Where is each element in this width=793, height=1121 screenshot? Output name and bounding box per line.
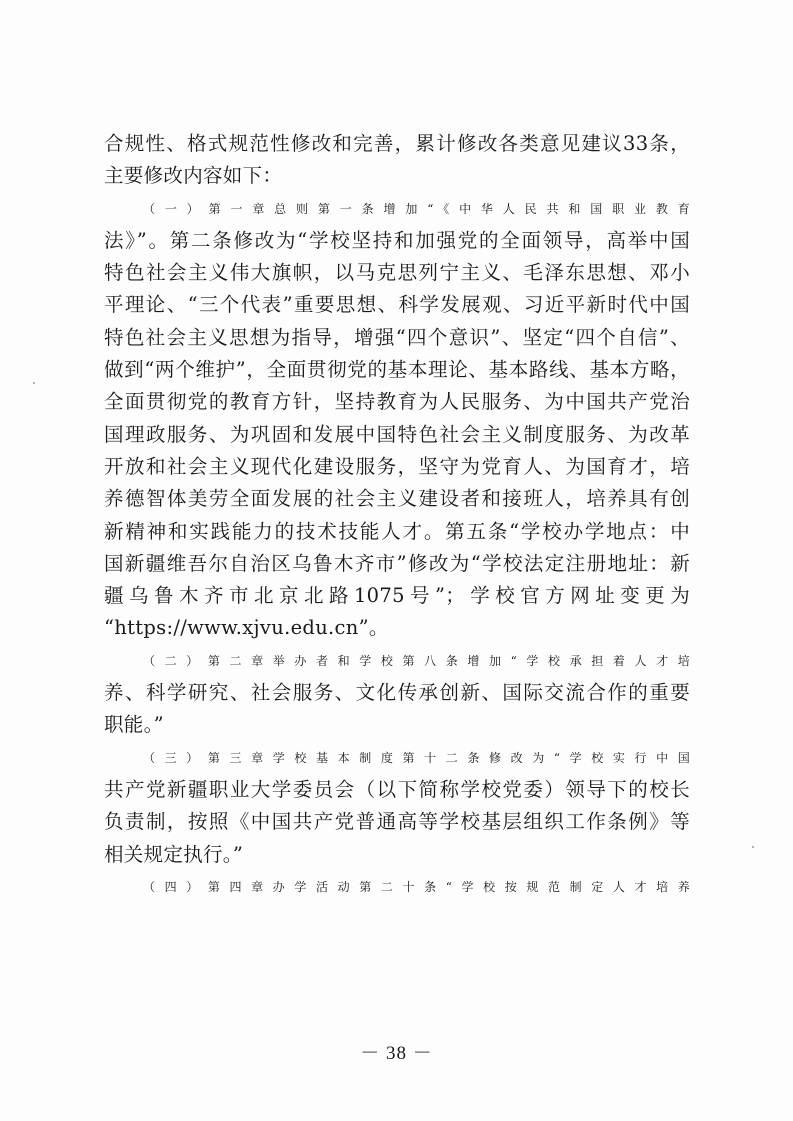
- text-line: （四）第四章办学活动第二十条“学校按规范制定人才培养: [143, 879, 690, 894]
- text-line: （三）第三章学校基本制度第十二条修改为“学校实行中国: [143, 750, 690, 765]
- text-line: 特色社会主义思想为指导，增强“四个意识”、坚定“四个自信”、: [104, 325, 690, 349]
- text-line: 新精神和实践能力的技术技能人才。第五条“学校办学地点：中: [104, 519, 690, 543]
- text-line: 相关规定执行。”: [104, 842, 244, 866]
- text-line: 主要修改内容如下：: [104, 164, 283, 188]
- text-line: “https://www.xjvu.edu.cn”。: [104, 616, 389, 640]
- text-line: 全面贯彻党的教育方针，坚持教育为人民服务、为中国共产党治: [104, 390, 690, 414]
- text-line: 共产党新疆职业大学委员会（以下简称学校党委）领导下的校长: [104, 777, 690, 801]
- text-line: 合规性、格式规范性修改和完善，累计修改各类意见建议33条，: [104, 132, 690, 155]
- scan-speck: [752, 846, 754, 848]
- text-line: 职能。”: [104, 713, 164, 737]
- text-line: 开放和社会主义现代化建设服务，坚守为党育人、为国育才，培: [104, 454, 690, 478]
- text-line: 养、科学研究、社会服务、文化传承创新、国际交流合作的重要: [104, 681, 690, 705]
- text-line: 疆乌鲁木齐市北京北路1075号”；学校官方网址变更为: [104, 584, 690, 608]
- text-line: （二）第二章举办者和学校第八条增加“学校承担着人才培: [143, 653, 690, 668]
- scan-speck: [33, 382, 35, 384]
- text-line: 法》”。第二条修改为“学校坚持和加强党的全面领导，高举中国: [104, 228, 690, 252]
- page-number: － 38 －: [360, 1043, 433, 1064]
- text-line: 国新疆维吾尔自治区乌鲁木齐市”修改为“学校法定注册地址：新: [104, 551, 690, 575]
- text-line: 平理论、“三个代表”重要思想、科学发展观、习近平新时代中国: [104, 293, 690, 317]
- text-line: （一）第一章总则第一条增加“《中华人民共和国职业教育: [143, 201, 690, 216]
- text-line: 国理政服务、为巩固和发展中国特色社会主义制度服务、为改革: [104, 422, 690, 446]
- text-line: 做到“两个维护”，全面贯彻党的基本理论、基本路线、基本方略，: [104, 358, 690, 382]
- text-line: 负责制，按照《中国共产党普通高等学校基层组织工作条例》等: [104, 810, 690, 834]
- text-line: 养德智体美劳全面发展的社会主义建设者和接班人，培养具有创: [104, 487, 690, 511]
- body-text: [104, 128, 690, 903]
- text-line: 特色社会主义伟大旗帜，以马克思列宁主义、毛泽东思想、邓小: [104, 261, 690, 285]
